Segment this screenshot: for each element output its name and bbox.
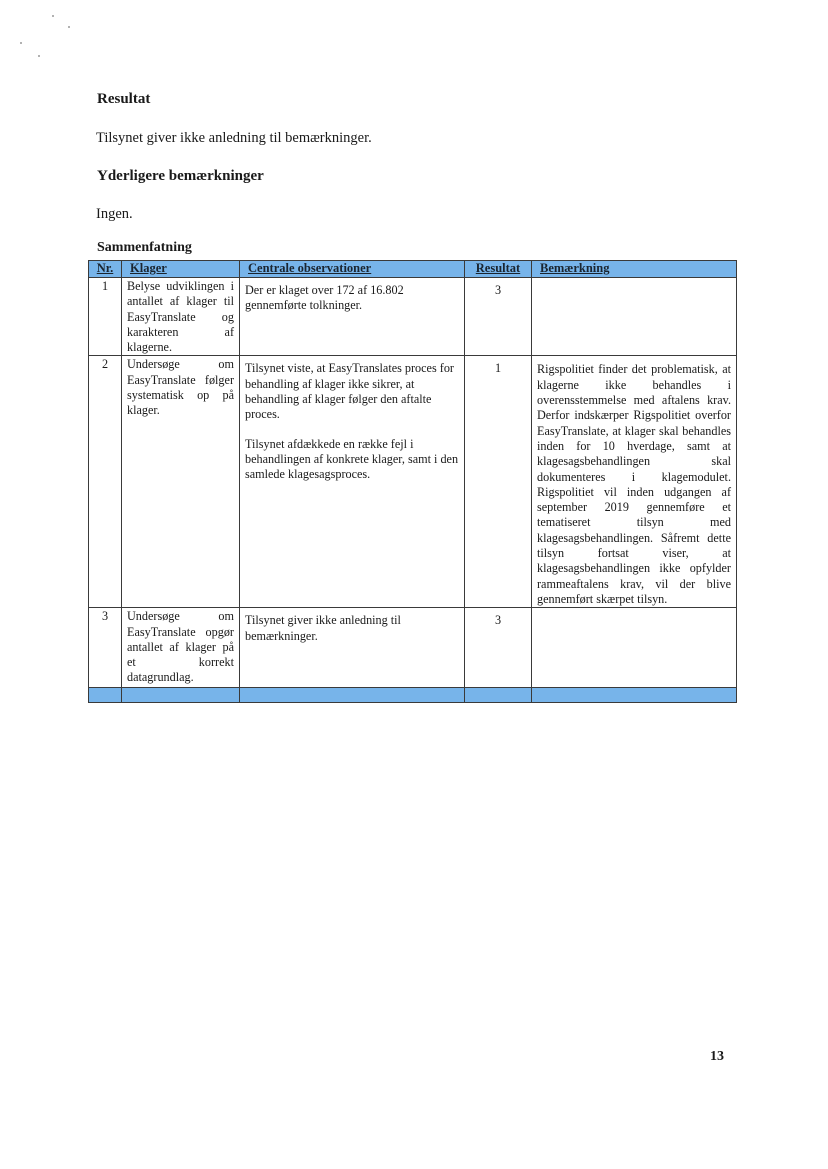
scan-speck — [20, 42, 22, 44]
complaint-cell: Belyse udviklingen i antallet af klager til EasyTranslate og karakteren af klagerne. — [122, 278, 240, 356]
footer-cell — [89, 688, 122, 703]
footer-cell — [532, 688, 737, 703]
remark-cell: Rigspolitiet finder det problematisk, at klagerne ikke behandles i overensstemmelse med aftalens krav. Derfor indskærper Rigspolitiet overfor EasyTranslate, at klager skal behandles inden for 10 hverdage, samt at klagesagsbehandlingen skal dokumenteres i klagemodulet. Rigspolitiet vil inden udgangen af september 2019 gennemføre et tematiseret tilsyn med klagesagsbehandlingen. Såfremt dette tilsyn fortsat viser, at klagesagsbehandlingen ikke opfylder rammeaftalens krav, vil der blive gennemført skærpet tilsyn. — [532, 356, 737, 608]
row-number: 2 — [89, 356, 122, 608]
observation-paragraph: Tilsynet afdækkede en række fejl i behandlingen af konkrete klager, samt i den samlede klagesagsproces. — [245, 436, 459, 482]
further-remarks-text: Ingen. — [96, 206, 133, 222]
remark-cell — [532, 278, 737, 356]
footer-cell — [465, 688, 532, 703]
result-cell: 3 — [465, 608, 532, 688]
table-footer-row — [89, 688, 737, 703]
column-header-remark: Bemærkning — [532, 261, 737, 278]
result-text: Tilsynet giver ikke anledning til bemærkninger. — [96, 130, 372, 146]
result-cell: 3 — [465, 278, 532, 356]
observation-paragraph: Tilsynet giver ikke anledning til bemærkninger. — [245, 613, 401, 643]
table-row — [89, 278, 737, 356]
observation-cell — [240, 608, 465, 688]
summary-heading: Sammenfatning — [97, 240, 192, 255]
table-row — [89, 356, 737, 608]
result-cell: 1 — [465, 356, 532, 608]
observation-cell — [240, 356, 465, 608]
column-header-result: Resultat — [465, 261, 532, 278]
result-heading: Resultat — [97, 91, 151, 107]
remark-cell — [532, 608, 737, 688]
table-row — [89, 608, 737, 688]
footer-cell — [240, 688, 465, 703]
summary-table — [88, 260, 737, 703]
complaint-cell: Undersøge om EasyTranslate opgør antallet af klager på et korrekt datagrundlag. — [122, 608, 240, 688]
column-header-complaints: Klager — [122, 261, 240, 278]
scan-speck — [68, 26, 70, 28]
observation-paragraph: Tilsynet viste, at EasyTranslates proces for behandling af klager ikke sikrer, at behandling af klager følger den aftalte proces. — [245, 361, 454, 422]
row-number: 3 — [89, 608, 122, 688]
row-number: 1 — [89, 278, 122, 356]
column-header-nr: Nr. — [89, 261, 122, 278]
page-number: 13 — [710, 1049, 724, 1064]
observation-paragraph: Der er klaget over 172 af 16.802 gennemførte tolkninger. — [245, 283, 404, 313]
scan-speck — [38, 55, 40, 57]
table-header-row — [89, 261, 737, 278]
observation-cell — [240, 278, 465, 356]
column-header-observations: Centrale observationer — [240, 261, 465, 278]
scan-speck — [52, 15, 54, 17]
footer-cell — [122, 688, 240, 703]
further-remarks-heading: Yderligere bemærkninger — [97, 168, 264, 184]
complaint-cell: Undersøge om EasyTranslate følger systematisk op på klager. — [122, 356, 240, 608]
